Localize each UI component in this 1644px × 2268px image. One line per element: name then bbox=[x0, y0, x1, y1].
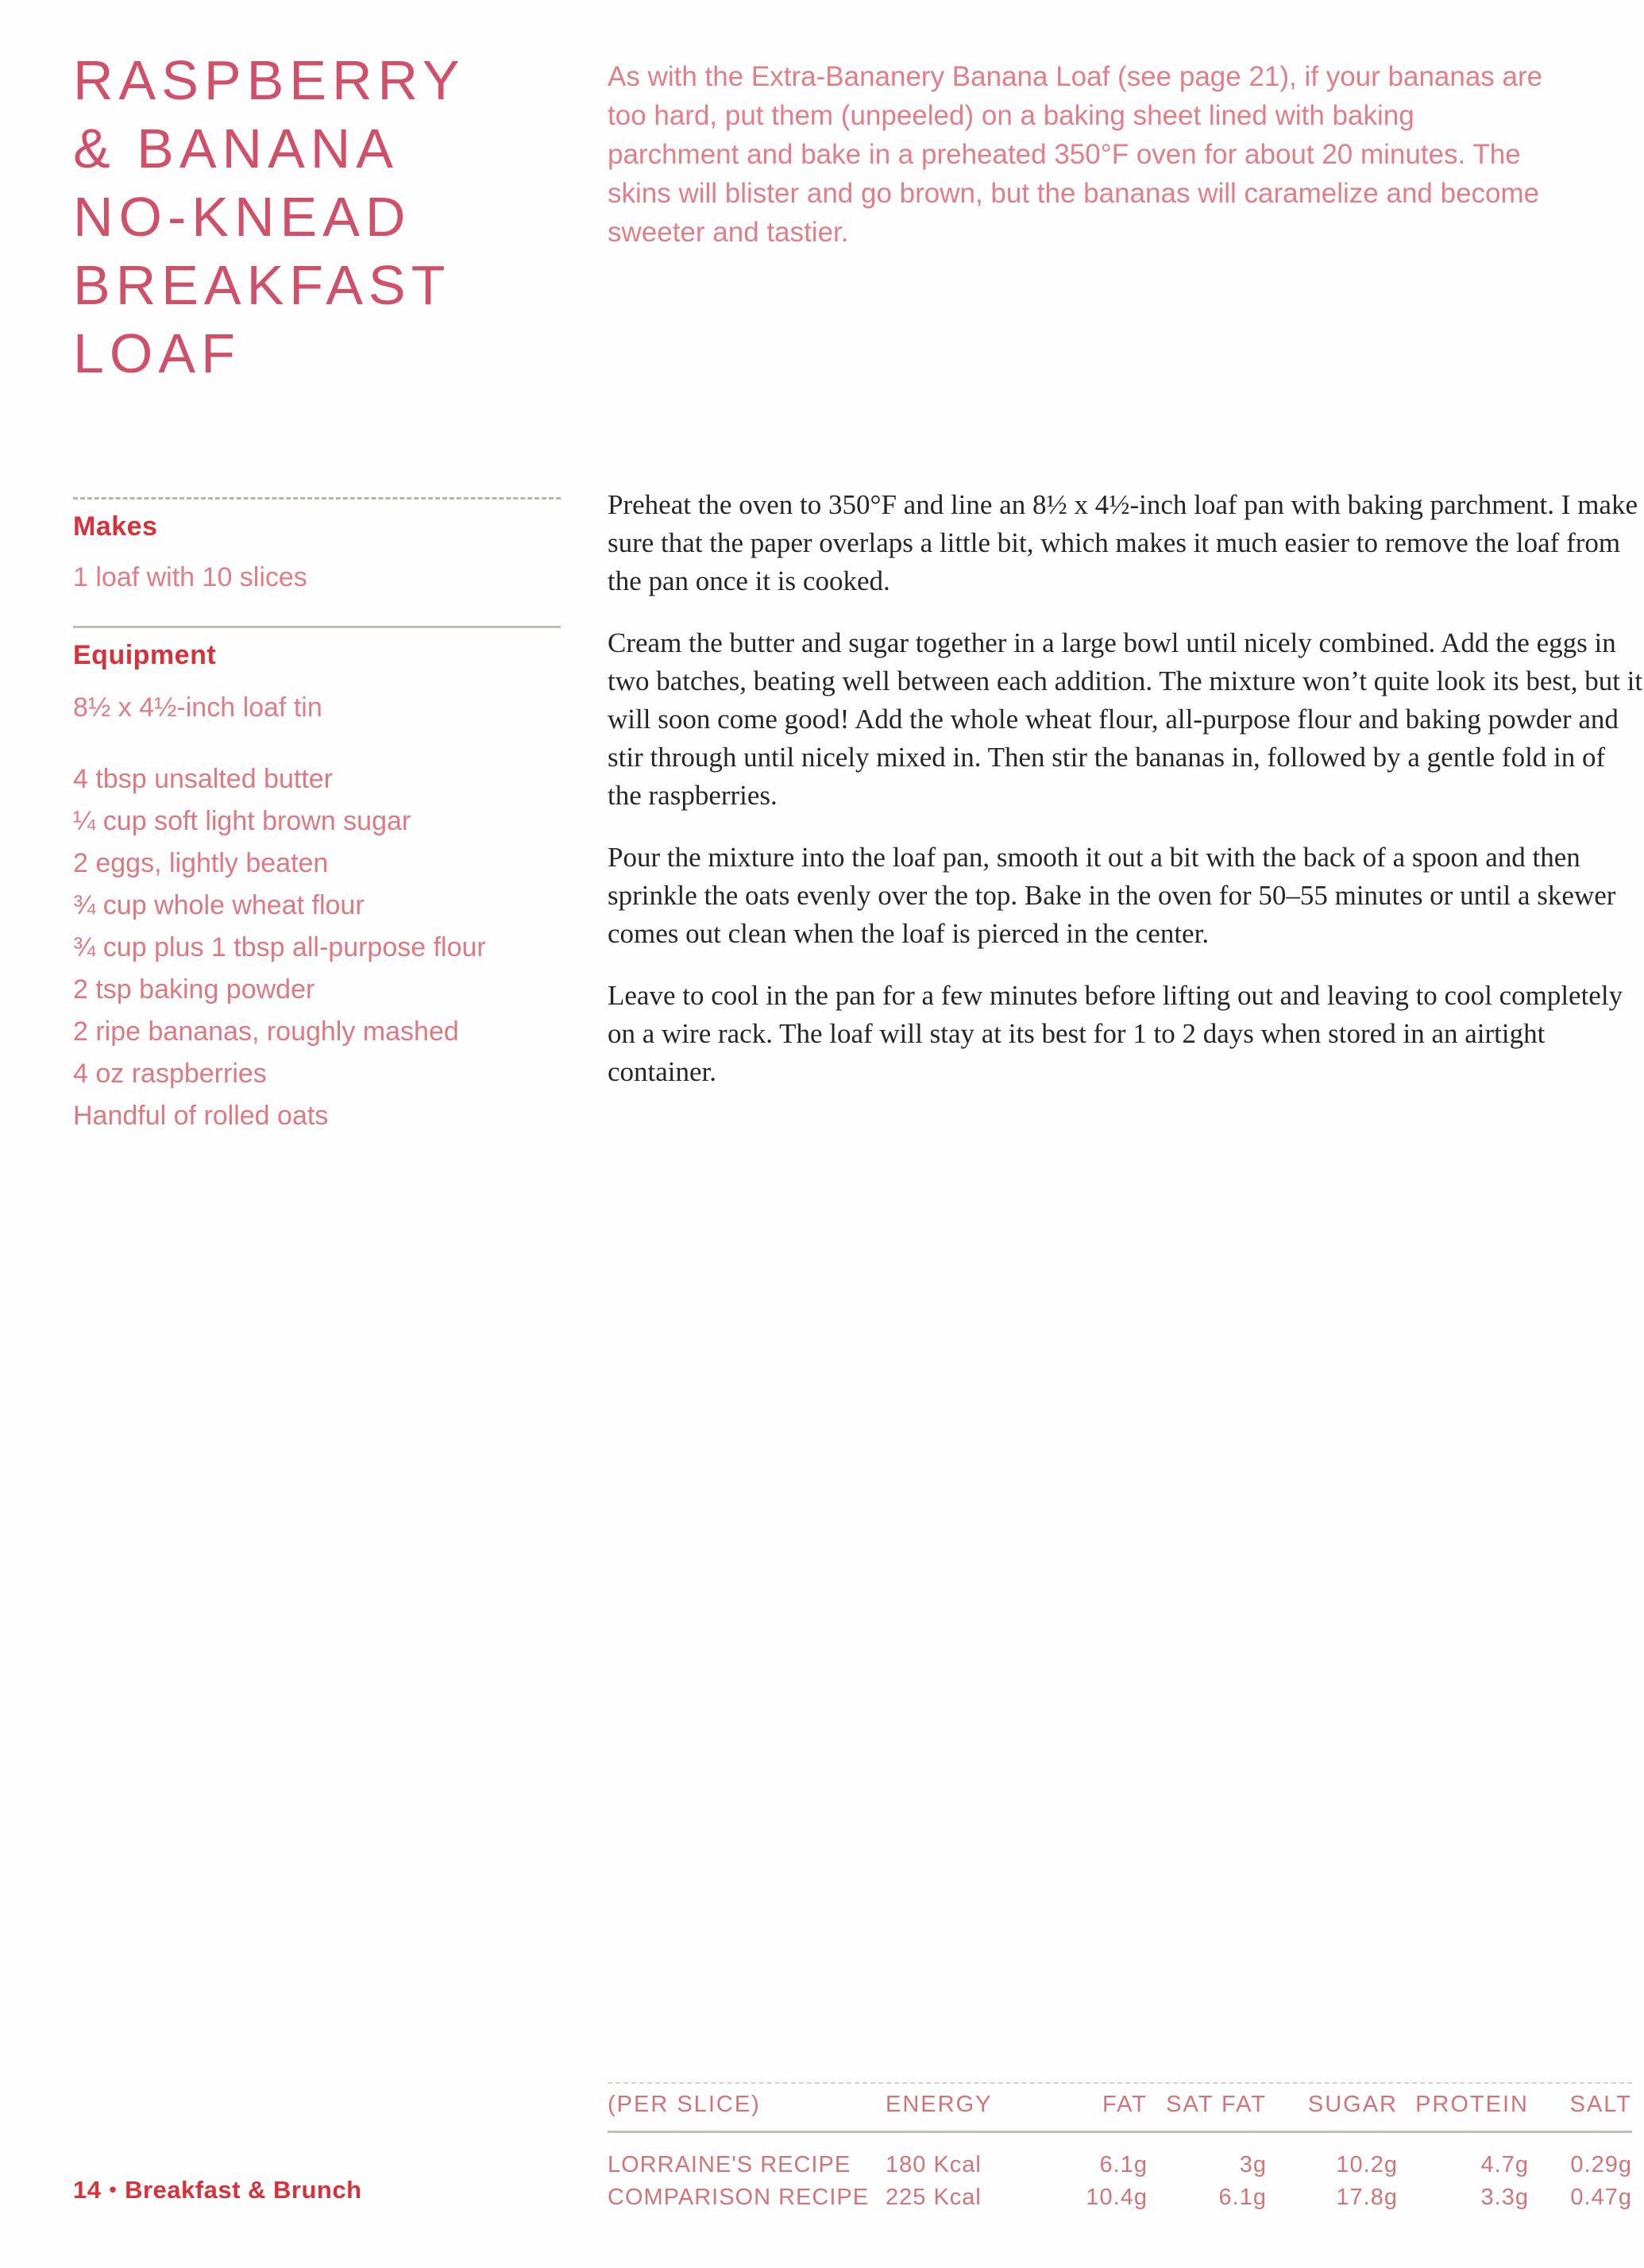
nutrition-header-energy: ENERGY bbox=[886, 2092, 993, 2117]
nutrition-cell-fat: 10.4g bbox=[1086, 2185, 1148, 2210]
recipe-title-line: BREAKFAST bbox=[73, 254, 451, 316]
footer-page-number: 14 bbox=[73, 2176, 102, 2204]
equipment-value: 8½ x 4½-inch loaf tin bbox=[73, 692, 322, 723]
ingredient-item: ¼ cup soft light brown sugar bbox=[73, 806, 411, 836]
ingredient-item: ¾ cup whole wheat flour bbox=[73, 890, 365, 920]
nutrition-cell-sugar: 10.2g bbox=[1336, 2152, 1398, 2177]
nutrition-cell-sat-fat: 6.1g bbox=[1218, 2185, 1267, 2210]
nutrition-header-protein: PROTEIN bbox=[1415, 2092, 1529, 2117]
footer-separator-dot: • bbox=[109, 2177, 118, 2201]
nutrition-body bbox=[608, 2133, 1632, 2214]
ingredient-item: 2 eggs, lightly beaten bbox=[73, 848, 329, 878]
nutrition-row-lorraines bbox=[608, 2149, 1632, 2181]
makes-divider bbox=[73, 497, 561, 499]
ingredient-list bbox=[73, 758, 581, 1137]
nutrition-cell-energy: 180 Kcal bbox=[886, 2152, 982, 2177]
nutrition-row-label: LORRAINE'S RECIPE bbox=[608, 2152, 851, 2177]
ingredient-item: ¾ cup plus 1 tbsp all-purpose flour bbox=[73, 932, 486, 962]
nutrition-cell-protein: 4.7g bbox=[1480, 2152, 1529, 2177]
method-paragraph: Pour the mixture into the loaf pan, smooth it out a bit with the back of a spoon and then sprinkle the oats evenly over the top. Bake in the oven for 50–55 minutes or until a skewer comes out clean when the loaf is pierced in the center. bbox=[608, 842, 1616, 949]
recipe-title-line: LOAF bbox=[73, 322, 241, 384]
recipe-title-line: NO-KNEAD bbox=[73, 186, 411, 248]
recipe-title-line: & BANANA bbox=[73, 118, 399, 179]
method-paragraph: Leave to cool in the pan for a few minutes before lifting out and leaving to cool completely on a wire rack. The loaf will stay at its best for 1 to 2 days when stored in an airtight container. bbox=[608, 980, 1623, 1087]
ingredient-item: 4 oz raspberries bbox=[73, 1059, 267, 1089]
nutrition-cell-salt: 0.29g bbox=[1570, 2152, 1632, 2177]
nutrition-header-sat-fat: SAT FAT bbox=[1166, 2092, 1267, 2117]
nutrition-header-per-slice: (PER SLICE) bbox=[608, 2092, 761, 2117]
nutrition-table bbox=[608, 2082, 1632, 2214]
ingredient-item: Handful of rolled oats bbox=[73, 1101, 329, 1131]
ingredient-item: 2 tsp baking powder bbox=[73, 974, 315, 1005]
nutrition-header-sugar: SUGAR bbox=[1307, 2092, 1398, 2117]
method-paragraph: Cream the butter and sugar together in a large bowl until nicely combined. Add the eggs in two batches, beating well between each addition. The mixture won’t quite look its best, but it will soon come good! Add the whole wheat flour, all-purpose flour and baking powder and stir through until nicely mixed in. Then stir the bananas in, followed by a gentle fold in of the raspberries. bbox=[608, 627, 1643, 811]
ingredient-item: 2 ripe bananas, roughly mashed bbox=[73, 1016, 459, 1047]
nutrition-cell-fat: 6.1g bbox=[1099, 2152, 1148, 2177]
nutrition-cell-sugar: 17.8g bbox=[1336, 2185, 1398, 2210]
recipe-title-line: RASPBERRY bbox=[73, 49, 465, 111]
nutrition-header-fat: FAT bbox=[1102, 2092, 1148, 2117]
equipment-divider bbox=[73, 626, 561, 628]
equipment-heading: Equipment bbox=[73, 640, 217, 670]
nutrition-header-salt: SALT bbox=[1569, 2092, 1632, 2117]
footer-section-title: Breakfast & Brunch bbox=[125, 2176, 362, 2204]
intro-note: As with the Extra-Bananery Banana Loaf (see page 21), if your bananas are too hard, put them (unpeeled) on a baking sheet lined with baking parchment and bake in a preheated 350°F oven for about 20 minutes. The skins will blister and go brown, but the bananas will caramelize and become sweeter and tastier. bbox=[608, 61, 1543, 248]
nutrition-cell-protein: 3.3g bbox=[1480, 2185, 1529, 2210]
ingredient-item: 4 tbsp unsalted butter bbox=[73, 764, 334, 794]
nutrition-row-comparison bbox=[608, 2181, 1632, 2214]
page-footer bbox=[73, 2176, 362, 2204]
makes-value: 1 loaf with 10 slices bbox=[73, 562, 307, 592]
method-text bbox=[608, 486, 1644, 1115]
method-paragraph: Preheat the oven to 350°F and line an 8½ x 4½-inch loaf pan with baking parchment. I make sure that the paper overlaps a little bit, which makes it much easier to remove the loaf from the pan once it is cooked. bbox=[608, 489, 1638, 596]
nutrition-cell-salt: 0.47g bbox=[1570, 2185, 1632, 2210]
nutrition-cell-sat-fat: 3g bbox=[1239, 2152, 1267, 2177]
nutrition-cell-energy: 225 Kcal bbox=[886, 2185, 982, 2210]
nutrition-header-row bbox=[608, 2084, 1632, 2133]
recipe-title bbox=[73, 46, 565, 388]
makes-heading: Makes bbox=[73, 511, 158, 542]
nutrition-row-label: COMPARISON RECIPE bbox=[608, 2185, 870, 2210]
